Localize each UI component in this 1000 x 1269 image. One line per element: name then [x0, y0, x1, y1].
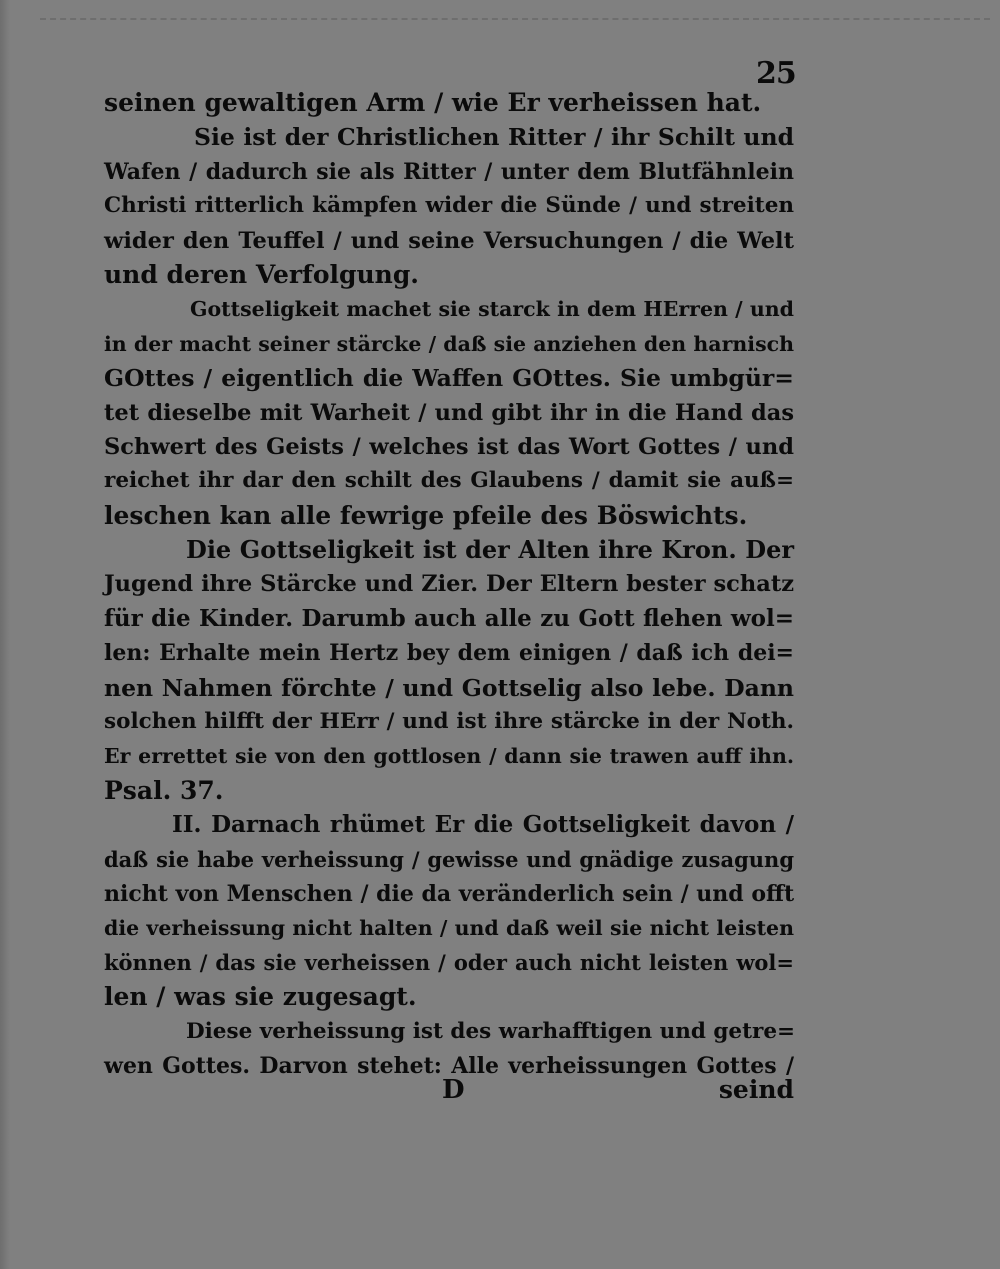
text-line: Diese verheissung ist des warhafftigen und getre=	[186, 1018, 796, 1044]
text-line: die verheissung nicht halten / und daß weil sie nicht leisten	[104, 916, 794, 941]
text-line: len: Erhalte mein Hertz bey dem einigen / daß ich dei=	[104, 640, 794, 667]
text-line: tet dieselbe mit Warheit / und gibt ihr in die Hand das	[104, 399, 794, 426]
text-line: GOttes / eigentlich die Waffen GOttes. Sie umbgür=	[104, 364, 794, 393]
text-line: wen Gottes. Darvon stehet: Alle verheissungen Gottes /	[104, 1052, 794, 1079]
text-line: Psal. 37.	[104, 775, 224, 805]
text-line: nen Nahmen förchte / und Gottselig also lebe. Dann	[104, 673, 794, 702]
page-footer	[104, 1075, 794, 1111]
text-line: daß sie habe verheissung / gewisse und gnädige zusagung	[104, 846, 794, 872]
text-line: Jugend ihre Stärcke und Zier. Der Eltern bester schatz	[104, 571, 794, 598]
text-line: Gottseligkeit machet sie starck in dem HErren / und	[190, 297, 794, 322]
signature-mark: D	[442, 1075, 465, 1105]
text-line: reichet ihr dar den schilt des Glaubens / damit sie auß=	[104, 468, 794, 494]
text-line: leschen kan alle fewrige pfeile des Böswichts.	[104, 500, 748, 530]
text-line: seinen gewaltigen Arm / wie Er verheissen hat.	[104, 88, 762, 117]
text-line: und deren Verfolgung.	[104, 259, 420, 289]
text-line: nicht von Menschen / die da veränderlich sein / und offt	[104, 880, 795, 907]
catchword: seind	[718, 1075, 794, 1104]
text-line: Sie ist der Christlichen Ritter / ihr Schilt und	[194, 123, 794, 152]
page-number: 25	[756, 56, 796, 91]
text-line: II. Darnach rhümet Er die Gottseligkeit davon /	[172, 811, 794, 839]
text-line: Schwert des Geists / welches ist das Wort Gottes / und	[104, 433, 794, 460]
text-line: solchen hilfft der HErr / und ist ihre stärcke in der Noth.	[104, 709, 794, 735]
text-line: len / was sie zugesagt.	[104, 982, 417, 1012]
text-line: wider den Teuffel / und seine Versuchungen / die Welt	[104, 227, 794, 254]
text-line: Er errettet sie von den gottlosen / dann sie trawen auff ihn.	[104, 744, 794, 769]
text-line: können / das sie verheissen / oder auch nicht leisten wol=	[104, 949, 794, 975]
text-line: Wafen / dadurch sie als Ritter / unter dem Blutfähnlein	[104, 158, 794, 185]
text-line: Die Gottseligkeit ist der Alten ihre Kron. Der	[186, 535, 794, 565]
page-edge-shadow	[0, 0, 10, 1269]
text-line: in der macht seiner stärcke / daß sie anziehen den harnisch	[104, 331, 794, 356]
top-scan-artifact	[40, 18, 990, 20]
body-text	[104, 86, 794, 1083]
text-line: Christi ritterlich kämpfen wider die Sünde / und streiten	[104, 193, 794, 219]
text-line: für die Kinder. Darumb auch alle zu Gott flehen wol=	[104, 604, 794, 632]
